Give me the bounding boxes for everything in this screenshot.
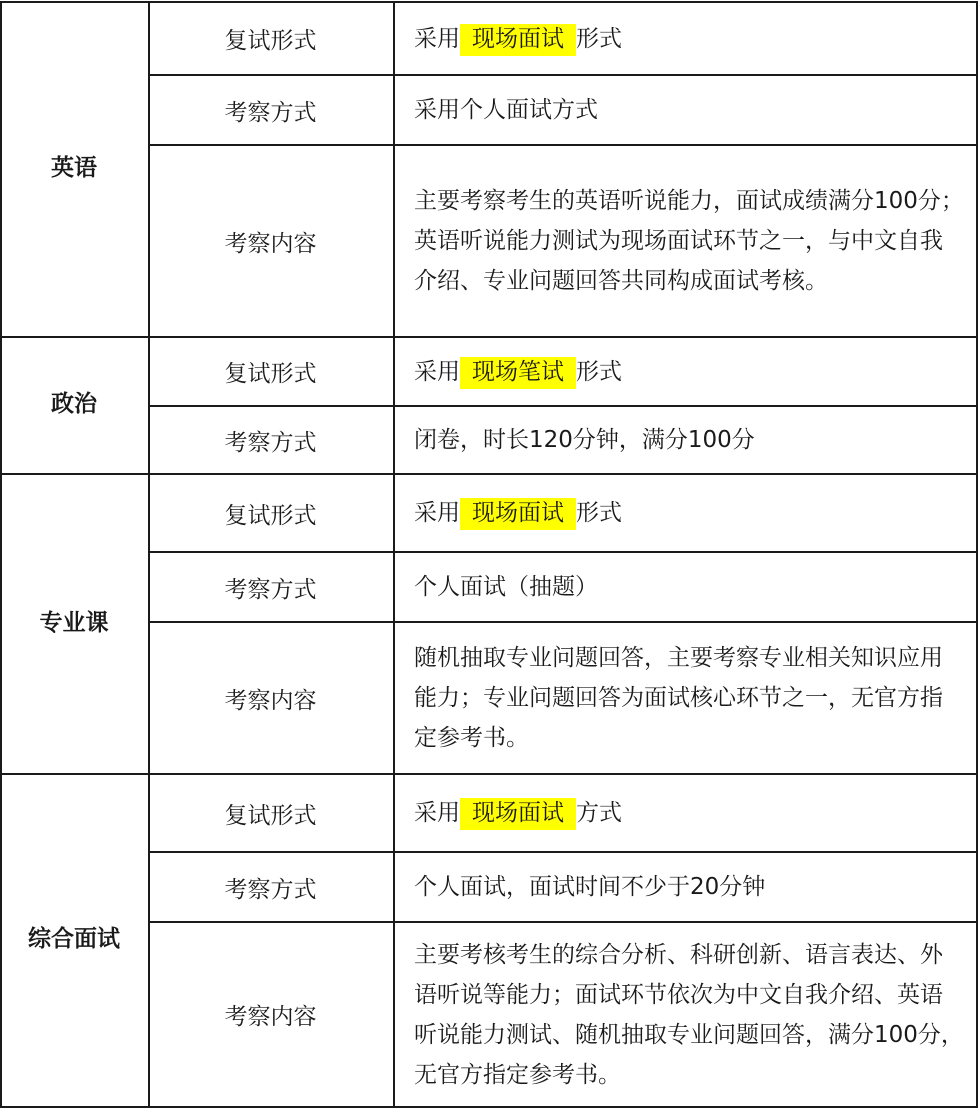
content-text: 采用个人面试方式 (414, 97, 598, 123)
item-label: 考察内容 (224, 687, 317, 714)
item-content-cell (393, 2, 978, 75)
item-content-cell (393, 337, 978, 406)
content-prefix: 采用 (414, 800, 460, 826)
subject-label: 英语 (51, 155, 97, 181)
item-label: 复试形式 (224, 361, 317, 387)
content-suffix: 形式 (576, 358, 622, 385)
subject-label: 政治 (51, 391, 97, 417)
content-text: 闭卷，时长120分钟，满分100分 (414, 427, 755, 453)
highlight-marker: 现场面试 (460, 798, 576, 830)
table-divider (148, 851, 978, 853)
item-label-cell (148, 406, 393, 474)
item-content-cell (393, 474, 978, 552)
content-suffix: 方式 (576, 800, 622, 826)
table-divider (148, 144, 978, 146)
item-content-cell (393, 774, 978, 852)
item-content (414, 638, 964, 758)
table-divider (0, 336, 978, 338)
highlight-marker: 现场面试 (460, 498, 576, 530)
subject-cell (0, 337, 148, 474)
item-content-cell (393, 406, 978, 474)
content-prefix: 采用 (414, 25, 460, 52)
item-label-cell (148, 474, 393, 552)
item-content-cell (393, 922, 978, 1107)
item-label-cell (148, 552, 393, 622)
item-label-cell (148, 774, 393, 852)
highlight-marker: 现场面试 (460, 24, 576, 56)
item-label-cell (148, 145, 393, 337)
table-column-line (393, 1, 395, 1107)
table-divider (0, 1106, 978, 1108)
content-prefix: 采用 (414, 500, 460, 526)
table-divider (148, 74, 978, 76)
content-text: 主要考察考生的英语听说能力，面试成绩满分100分；英语听说能力测试为现场面试环节之一，与中文自我介绍、专业问题回答共同构成面试考核。 (414, 188, 964, 294)
item-label-cell (148, 2, 393, 75)
item-label: 复试形式 (224, 802, 317, 829)
item-content (414, 567, 964, 607)
subject-cell (0, 2, 148, 337)
subject-label: 综合面试 (28, 926, 120, 952)
table-divider (148, 921, 978, 923)
highlight-marker: 现场笔试 (460, 357, 576, 389)
item-label: 考察内容 (224, 1004, 317, 1030)
table-divider (148, 551, 978, 553)
item-label: 复试形式 (224, 502, 317, 529)
item-content (414, 935, 964, 1095)
content-text: 随机抽取专业问题回答，主要考察专业相关知识应用能力；专业问题回答为面试核心环节之一，无官方指定参考书。 (414, 645, 943, 751)
table-divider (0, 773, 978, 775)
item-content (414, 793, 964, 833)
content-text: 个人面试（抽题） (414, 574, 598, 600)
table-divider (148, 621, 978, 623)
item-label-cell (148, 852, 393, 922)
item-content-cell (393, 145, 978, 337)
item-content (414, 19, 964, 59)
content-text: 主要考核考生的综合分析、科研创新、语言表达、外语听说等能力；面试环节依次为中文自我介绍、英语听说能力测试、随机抽取专业问题回答，满分100分，无官方指定参考书。 (414, 941, 964, 1088)
item-label: 考察方式 (224, 876, 317, 903)
subject-cell (0, 774, 148, 1107)
subject-label: 专业课 (39, 609, 109, 636)
table-column-line (148, 1, 150, 1107)
item-content (414, 493, 964, 533)
content-text: 个人面试，面试时间不少于20分钟 (414, 874, 766, 900)
item-content-cell (393, 852, 978, 922)
table-column-line (976, 1, 978, 1107)
item-content-cell (393, 75, 978, 145)
subject-cell (0, 474, 148, 774)
content-suffix: 形式 (576, 25, 622, 52)
item-label: 复试形式 (224, 28, 317, 54)
item-content (414, 181, 964, 301)
item-label-cell (148, 922, 393, 1107)
content-suffix: 形式 (576, 500, 622, 526)
item-content (414, 90, 964, 130)
table-divider (0, 1, 978, 3)
content-prefix: 采用 (414, 358, 460, 385)
item-content-cell (393, 552, 978, 622)
item-content (414, 352, 964, 392)
item-content (414, 867, 964, 907)
item-label-cell (148, 337, 393, 406)
item-label: 考察方式 (224, 429, 317, 456)
item-content-cell (393, 622, 978, 774)
item-label: 考察方式 (224, 99, 317, 126)
item-content (414, 420, 964, 460)
table-column-line (0, 1, 2, 1107)
item-label-cell (148, 75, 393, 145)
table-divider (148, 405, 978, 407)
table-divider (0, 473, 978, 475)
item-label: 考察内容 (224, 230, 317, 257)
item-label-cell (148, 622, 393, 774)
item-label: 考察方式 (224, 576, 317, 603)
